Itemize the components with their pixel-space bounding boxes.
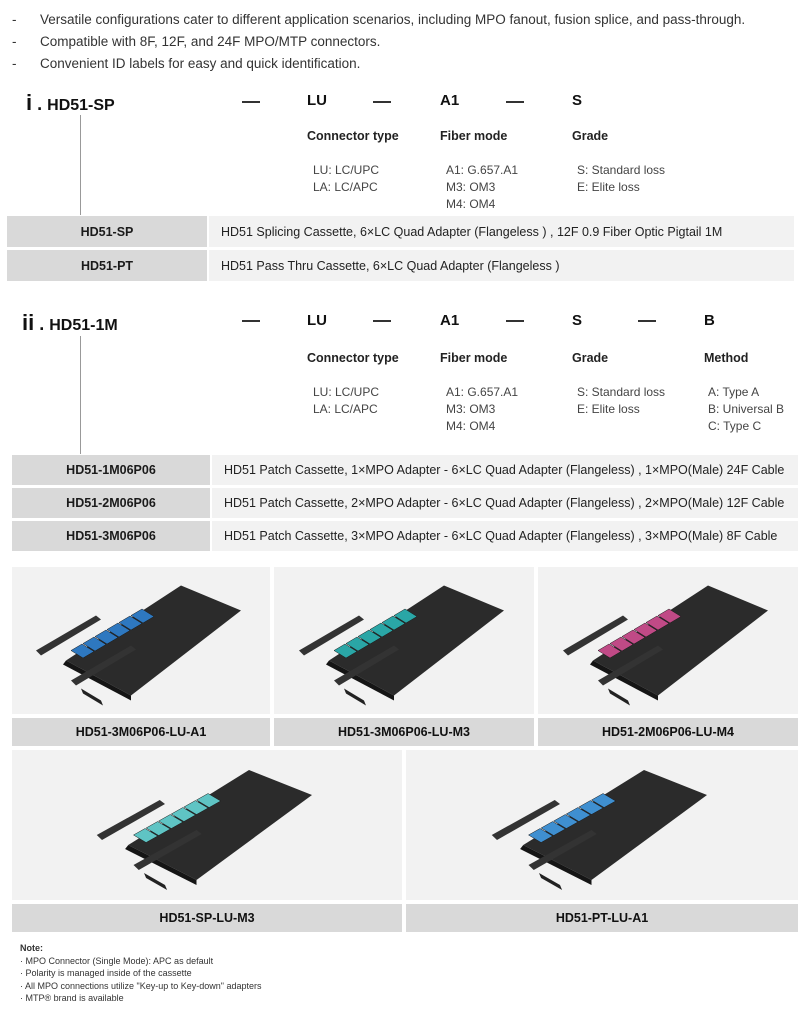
section1-code: i . HD51-SP <box>26 90 115 115</box>
table-row: HD51-3M06P06 HD51 Patch Cassette, 3×MPO Adapter - 6×LC Quad Adapter (Flangeless) , 3×MPO(Male) 8F Cable <box>12 521 798 551</box>
label-fiber-mode: Fiber mode <box>440 129 508 143</box>
label-method: Method <box>704 351 749 365</box>
dash-separator <box>242 320 260 322</box>
product-image-5 <box>406 750 798 900</box>
options-fiber: A1: G.657.A1 M3: OM3 M4: OM4 <box>446 163 519 211</box>
table-row: HD51-2M06P06 HD51 Patch Cassette, 2×MPO Adapter - 6×LC Quad Adapter (Flangeless) , 2×MPO(Male) 12F Cable <box>12 488 798 518</box>
label-connector-type: Connector type <box>307 129 399 143</box>
bullet-item: - Compatible with 8F, 12F, and 24F MPO/MTP connectors. <box>12 34 381 49</box>
note-block: Note: · MPO Connector (Single Mode): APC as default · Polarity is managed inside of the cassette · All MPO connections utilize "Key-up to Key-down" adapters · MTP® brand is available <box>20 943 262 1003</box>
table-row: HD51-PT HD51 Pass Thru Cassette, 6×LC Quad Adapter (Flangeless ) <box>7 250 794 281</box>
segment-method: B <box>704 312 715 329</box>
dash-separator <box>506 320 524 322</box>
label-grade: Grade <box>572 129 609 143</box>
label-grade: Grade <box>572 351 609 365</box>
product-image-2 <box>274 567 534 714</box>
options-fiber: A1: G.657.A1 M3: OM3 M4: OM4 <box>446 385 519 433</box>
table-row: HD51-1M06P06 HD51 Patch Cassette, 1×MPO Adapter - 6×LC Quad Adapter (Flangeless) , 1×MPO(Male) 24F Cable <box>12 455 798 485</box>
label-connector-type: Connector type <box>307 351 399 365</box>
product-caption: HD51-SP-LU-M3 <box>12 904 402 932</box>
dash-separator <box>373 320 391 322</box>
options-connector: LU: LC/UPC LA: LC/APC <box>313 163 380 194</box>
cassette-illustration <box>12 750 402 900</box>
cassette-illustration <box>274 567 534 714</box>
product-caption: HD51-PT-LU-A1 <box>406 904 798 932</box>
section2-table <box>12 455 798 554</box>
dash-separator <box>373 101 391 103</box>
handle <box>608 689 630 706</box>
dash-separator <box>242 101 260 103</box>
product-image-1 <box>12 567 270 714</box>
segment-connector: LU <box>307 312 327 329</box>
section2-code: ii . HD51-1M <box>22 310 118 335</box>
product-image-4 <box>12 750 402 900</box>
options-method: A: Type A B: Universal B C: Type C <box>708 385 785 433</box>
segment-fiber: A1 <box>440 92 460 109</box>
segment-grade: S <box>572 312 583 329</box>
bullet-item: - Versatile configurations cater to different application scenarios, including MPO fanout, fusion splice, and pass-through. <box>12 12 746 27</box>
options-grade: S: Standard loss E: Elite loss <box>577 385 666 416</box>
dash-separator <box>506 101 524 103</box>
cassette-illustration <box>12 567 270 714</box>
label-fiber-mode: Fiber mode <box>440 351 508 365</box>
tree-connector <box>80 336 81 454</box>
handle <box>344 689 366 706</box>
section1-table <box>7 216 794 284</box>
segment-grade: S <box>572 92 583 109</box>
bullet-item: - Convenient ID labels for easy and quick identification. <box>12 56 361 71</box>
handle <box>81 689 103 706</box>
product-caption: HD51-3M06P06-LU-M3 <box>274 718 534 746</box>
product-caption: HD51-3M06P06-LU-A1 <box>12 718 270 746</box>
segment-connector: LU <box>307 92 327 109</box>
segment-fiber: A1 <box>440 312 460 329</box>
options-grade: S: Standard loss E: Elite loss <box>577 163 666 194</box>
options-connector: LU: LC/UPC LA: LC/APC <box>313 385 380 416</box>
cassette-illustration <box>538 567 798 714</box>
dash-separator <box>638 320 656 322</box>
tree-connector <box>80 115 81 215</box>
product-caption: HD51-2M06P06-LU-M4 <box>538 718 798 746</box>
product-image-3 <box>538 567 798 714</box>
handle <box>144 873 167 890</box>
cassette-illustration <box>406 750 798 900</box>
table-row: HD51-SP HD51 Splicing Cassette, 6×LC Quad Adapter (Flangeless ) , 12F 0.9 Fiber Optic Pigtail 1M <box>7 216 794 247</box>
feature-bullets <box>12 12 745 78</box>
handle <box>539 873 562 890</box>
